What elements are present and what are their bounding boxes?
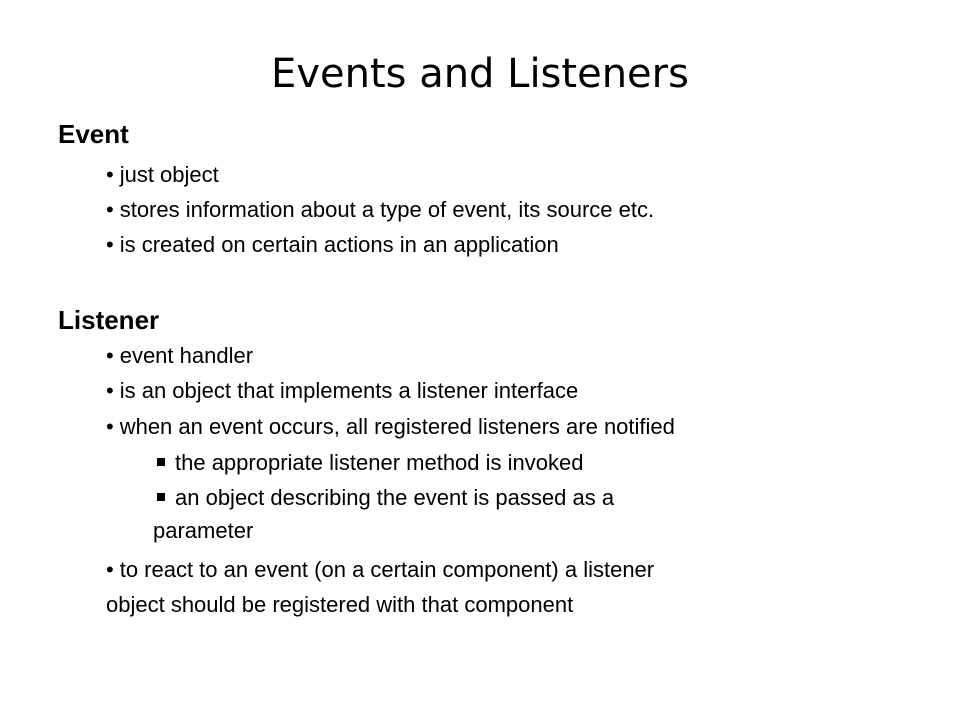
event-bullet-1	[106, 158, 219, 192]
event-bullet-text: is created on certain actions in an application	[119, 232, 559, 257]
bullet-glyph: •	[106, 378, 114, 403]
listener-bullet-2	[106, 374, 578, 408]
listener-bullet-4-continuation: object should be registered with that component	[106, 592, 574, 617]
event-bullet-text: stores information about a type of event, its source etc.	[119, 197, 655, 222]
listener-bullet-text: when an event occurs, all registered listeners are notified	[119, 414, 675, 439]
listener-sub-bullet-1	[157, 446, 583, 480]
listener-bullet-1	[106, 339, 253, 373]
listener-bullet-3	[106, 410, 675, 444]
square-bullet-icon	[157, 493, 165, 501]
event-bullet-text: just object	[119, 162, 219, 187]
slide-title: Events and Listeners	[271, 51, 689, 97]
bullet-glyph: •	[106, 232, 114, 257]
listener-bullet-text: event handler	[119, 343, 254, 368]
listener-bullet-text: to react to an event (on a certain component) a listener	[119, 557, 655, 582]
bullet-glyph: •	[106, 557, 114, 582]
listener-heading: Listener	[58, 305, 160, 335]
bullet-glyph: •	[106, 162, 114, 187]
listener-sub-bullet-text: the appropriate listener method is invoked	[175, 450, 584, 475]
event-heading: Event	[58, 119, 129, 149]
listener-bullet-4	[106, 553, 654, 587]
listener-bullet-text: is an object that implements a listener interface	[119, 378, 579, 403]
event-bullet-2	[106, 193, 654, 227]
bullet-glyph: •	[106, 343, 114, 368]
bullet-glyph: •	[106, 197, 114, 222]
listener-sub-bullet-2	[157, 481, 614, 515]
listener-sub-bullet-2-continuation: parameter	[153, 518, 254, 543]
square-bullet-icon	[157, 458, 165, 466]
bullet-glyph: •	[106, 414, 114, 439]
listener-sub-bullet-text: an object describing the event is passed as a	[175, 485, 615, 510]
event-bullet-3	[106, 228, 559, 262]
